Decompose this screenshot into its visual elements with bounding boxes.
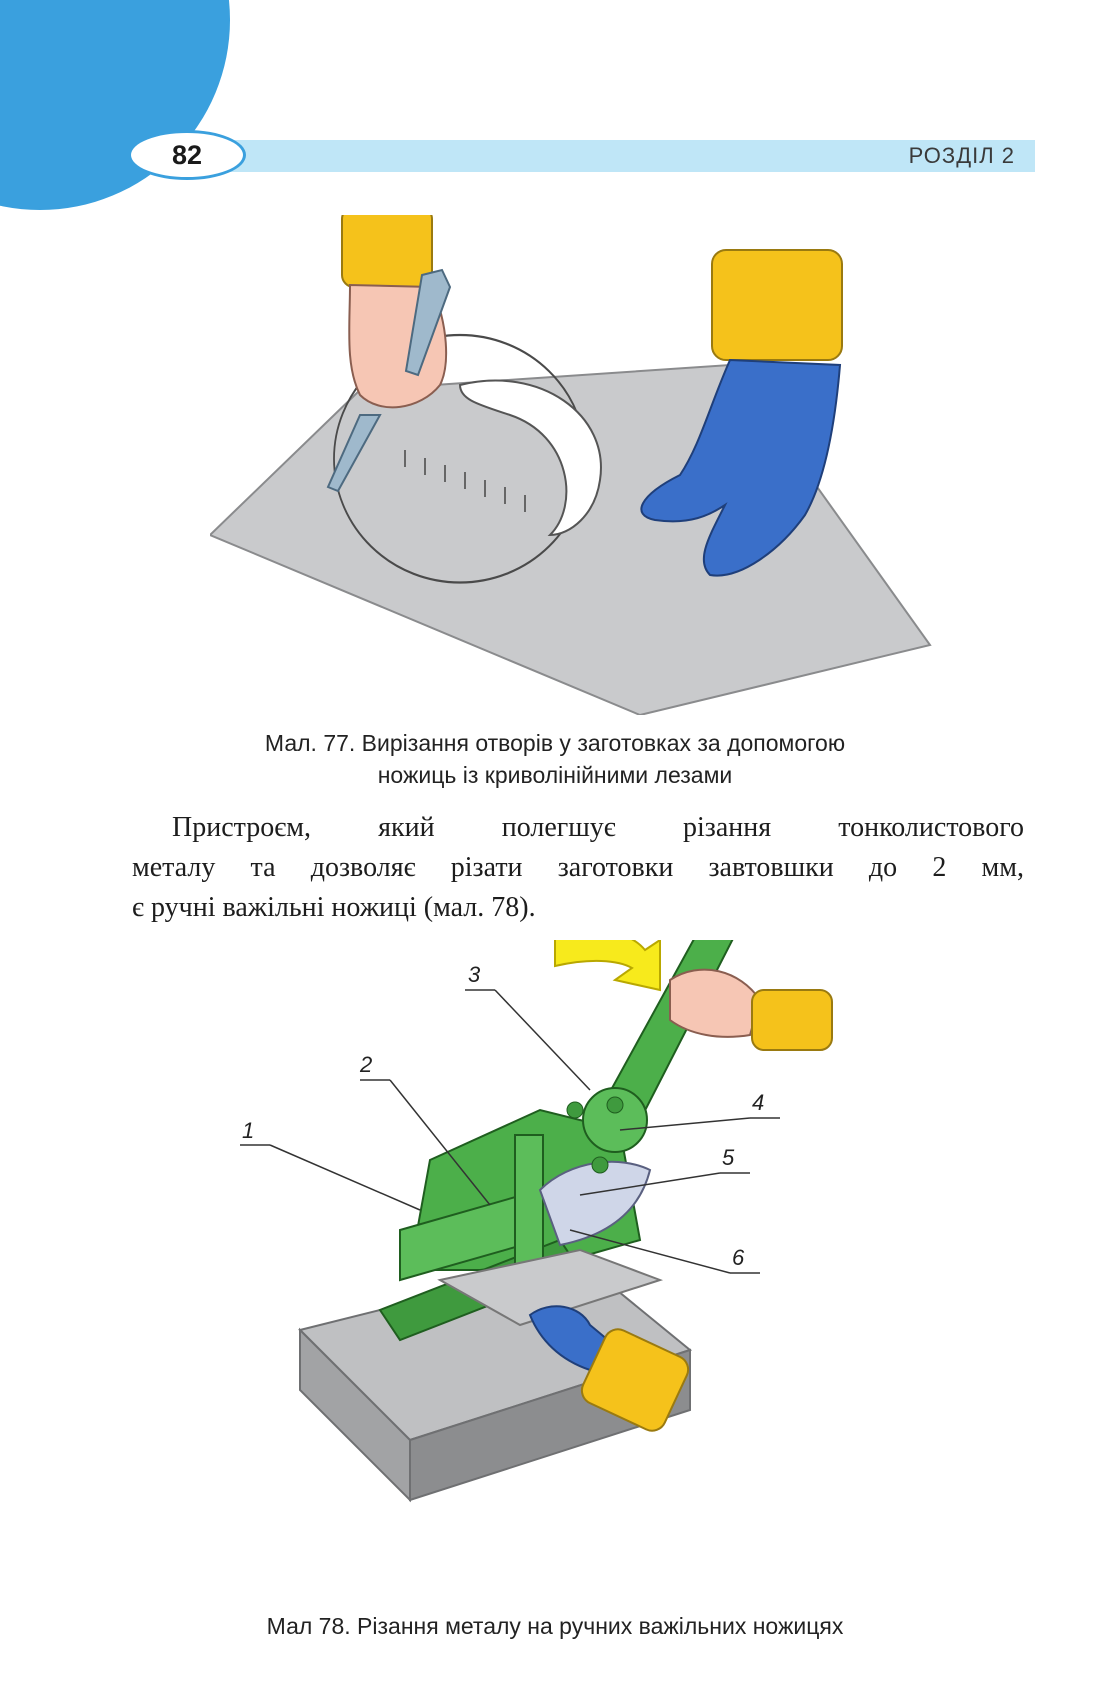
figure-77-illustration bbox=[210, 215, 950, 715]
clamp-post bbox=[515, 1135, 543, 1265]
figure-78-caption: Мал 78. Різання металу на ручних важільних ножицях bbox=[266, 1613, 844, 1639]
caption-line: ножиць із криволінійними лезами bbox=[377, 762, 733, 788]
callout-4: 4 bbox=[752, 1090, 765, 1115]
motion-arrow bbox=[555, 940, 660, 990]
callout-6: 6 bbox=[732, 1245, 745, 1270]
section-label: РОЗДІЛ 2 bbox=[908, 143, 1015, 168]
corner-decoration bbox=[0, 0, 240, 215]
header-band bbox=[150, 140, 1035, 172]
page-number-badge bbox=[128, 130, 246, 180]
callout-5: 5 bbox=[722, 1145, 735, 1170]
callout-1: 1 bbox=[242, 1118, 255, 1143]
hand-on-lever bbox=[670, 970, 832, 1050]
caption-line: Мал. 77. Вирізання отворів у заготовках за допомогою bbox=[264, 730, 846, 756]
paragraph-line: є ручні важільні ножиці (мал. 78). bbox=[132, 892, 536, 923]
body-paragraph bbox=[132, 808, 1024, 928]
figure-77-caption bbox=[0, 727, 1110, 791]
paragraph-line: металу та дозволяє різати заготовки завтовшки до 2 мм, bbox=[132, 852, 1024, 883]
figure-78-illustration bbox=[240, 940, 920, 1600]
callout-2: 2 bbox=[360, 1052, 373, 1077]
page-number: 82 bbox=[171, 139, 203, 170]
callout-3: 3 bbox=[468, 962, 481, 987]
paragraph-line: Пристроєм, який полегшує різання тонколистового bbox=[172, 812, 1024, 843]
